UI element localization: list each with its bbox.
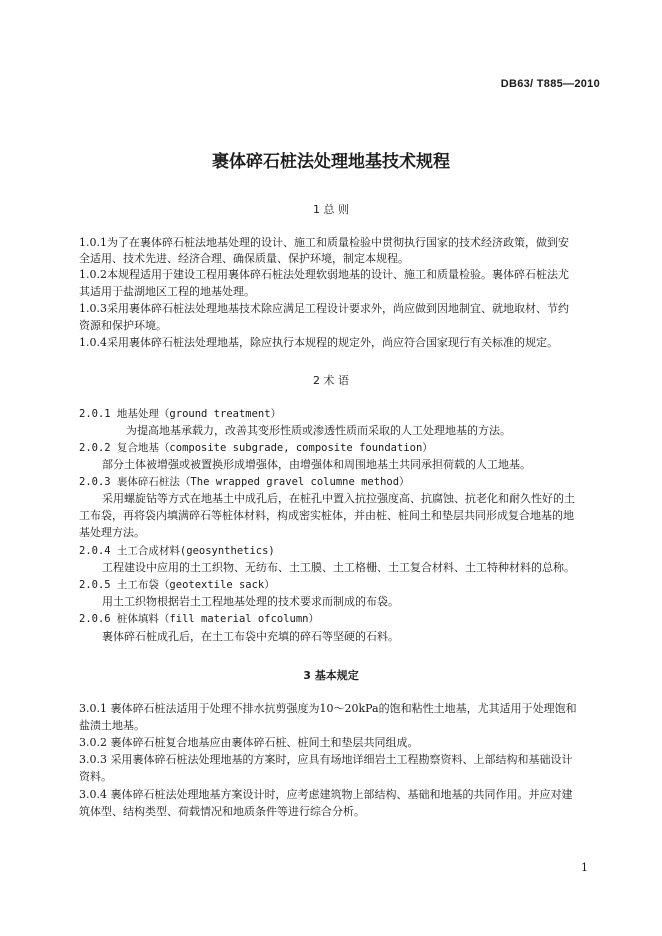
clause-1-0-3-line-1: 1.0.3采用裹体碎石桩法处理地基技术除应满足工程设计要求外，尚应做到因地制宜、就地取材、节约 <box>79 302 569 315</box>
term-2-0-5-definition: 用土工织物根据岩土工程地基处理的技术要求而制成的布袋。 <box>102 595 399 608</box>
term-2-0-3-definition-line-1: 采用螺旋钻等方式在地基土中成孔后，在桩孔中置入抗拉强度高、抗腐蚀、抗老化和耐久性好的土 <box>102 492 575 505</box>
section-3-heading: 3 基本规定 <box>303 669 359 682</box>
term-2-0-4-definition: 工程建设中应用的土工织物、无纺布、土工膜、土工格栅、土工复合材料、土工特种材料的总称。 <box>102 561 575 574</box>
clause-1-0-1-line-2: 全适用、技术先进、经济合理、确保质量、保护环境，制定本规程。 <box>79 252 409 265</box>
standard-number: DB63/ T885—2010 <box>500 78 600 90</box>
clause-3-0-3-line-1: 3.0.3 采用裹体碎石桩法处理地基的方案时，应具有场地详细岩土工程勘察资料、上部结构和基础设计 <box>79 753 573 766</box>
term-2-0-3-definition-line-3: 基处理方法。 <box>79 526 145 539</box>
term-2-0-4-heading: 2.0.4 土工合成材料(geosynthetics) <box>79 545 275 557</box>
clause-1-0-2-line-2: 其适用于盐湖地区工程的地基处理。 <box>79 285 255 298</box>
clause-3-0-4-line-1: 3.0.4 裹体碎石桩法处理地基方案设计时，应考虑建筑物上部结构、基础和地基的共同作用。并应对建 <box>79 788 573 801</box>
term-2-0-6-heading: 2.0.6 桩体填料（fill material ofcolumn） <box>79 613 320 625</box>
section-1-heading: 1 总 则 <box>313 203 349 216</box>
term-2-0-3-definition-line-2: 工布袋，再将袋内填满碎石等桩体材料，构成密实桩体，并由桩、桩间土和垫层共同形成复合地基的地 <box>79 509 574 522</box>
document-title: 裹体碎石桩法处理地基技术规程 <box>212 152 450 172</box>
term-2-0-2-heading: 2.0.2 复合地基（composite subgrade, composite foundation） <box>79 442 433 454</box>
term-2-0-3-heading: 2.0.3 裹体碎石桩法（The wrapped gravel columne method） <box>79 476 410 488</box>
clause-1-0-3-line-2: 资源和保护环境。 <box>79 319 167 332</box>
term-2-0-1-heading: 2.0.1 地基处理（ground treatment） <box>79 408 282 420</box>
clause-3-0-2: 3.0.2 裹体碎石桩复合地基应由裹体碎石桩、桩间土和垫层共同组成。 <box>79 736 419 749</box>
term-2-0-2-definition: 部分土体被增强或被置换形成增强体，由增强体和周围地基土共同承担荷载的人工地基。 <box>102 458 531 471</box>
term-2-0-5-heading: 2.0.5 土工布袋（geotextile sack） <box>79 579 275 591</box>
clause-3-0-1-line-2: 盐渍土地基。 <box>79 719 145 732</box>
clause-1-0-4-line-1: 1.0.4采用裹体碎石桩法处理地基，除应执行本规程的规定外，尚应符合国家现行有关标准的规定。 <box>79 336 558 349</box>
clause-3-0-3-line-2: 资料。 <box>79 770 112 783</box>
clause-3-0-1-line-1: 3.0.1 裹体碎石桩法适用于处理不排水抗剪强度为10～20kPa的饱和粘性土地基，尤其适用于处理饱和 <box>79 702 577 715</box>
term-2-0-6-definition: 裹体碎石桩成孔后，在土工布袋中充填的碎石等坚硬的石料。 <box>102 630 399 643</box>
term-2-0-1-definition: 为提高地基承载力，改善其变形性质或渗透性质而采取的人工处理地基的方法。 <box>126 424 511 437</box>
clause-1-0-2-line-1: 1.0.2本规程适用于建设工程用裹体碎石桩法处理软弱地基的设计、施工和质量检验。裹体碎石桩法尤 <box>79 268 569 281</box>
clause-1-0-1-line-1: 1.0.1为了在裹体碎石桩法地基处理的设计、施工和质量检验中贯彻执行国家的技术经济政策，做到安 <box>79 236 569 249</box>
section-2-heading: 2 术 语 <box>313 374 349 387</box>
clause-3-0-4-line-2: 筑体型、结构类型、荷载情况和地质条件等进行综合分析。 <box>79 805 365 818</box>
page-number: 1 <box>581 861 588 874</box>
